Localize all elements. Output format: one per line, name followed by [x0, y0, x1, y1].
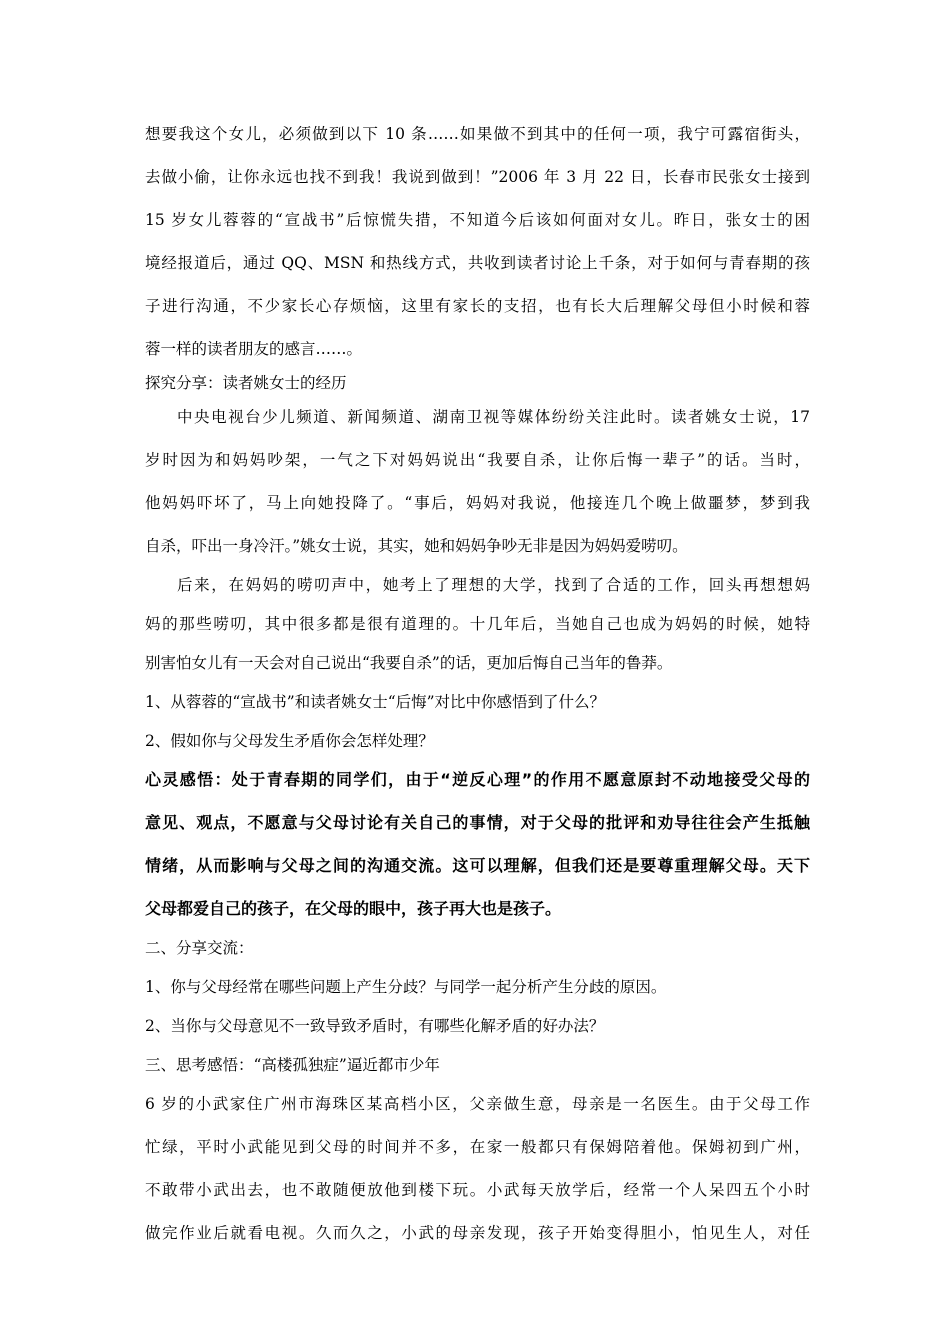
paragraph-line: 去做小偷，让你永远也找不到我！我说到做到！”2006 年 3 月 22 日，长春市民张女士接到 [145, 168, 810, 186]
paragraph-line: 妈的那些唠叨，其中很多都是很有道理的。十几年后，当她自己也成为妈妈的时候，她特 [145, 615, 810, 633]
paragraph-line: 15 岁女儿蓉蓉的“宣战书”后惊慌失措，不知道今后该如何面对女儿。昨日，张女士的困 [145, 211, 810, 229]
paragraph-line: 中央电视台少儿频道、新闻频道、湖南卫视等媒体纷纷关注此时。读者姚女士说，17 [177, 408, 810, 426]
insight-line: 情绪，从而影响与父母之间的沟通交流。这可以理解，但我们还是要尊重理解父母。天下 [145, 856, 810, 875]
paragraph-line: 境经报道后，通过 QQ、MSN 和热线方式，共收到读者讨论上千条，对于如何与青春期的孩 [145, 254, 810, 272]
paragraph-line: 做完作业后就看电视。久而久之，小武的母亲发现，孩子开始变得胆小，怕见生人，对任 [145, 1224, 810, 1242]
paragraph-line: 后来，在妈妈的唠叨声中，她考上了理想的大学，找到了合适的工作，回头再想想妈 [177, 576, 810, 594]
paragraph-line: 别害怕女儿有一天会对自己说出“我要自杀”的话，更加后悔自己当年的鲁莽。 [145, 654, 673, 672]
question-2: 2、假如你与父母发生矛盾你会怎样处理？ [145, 732, 434, 750]
question-1: 1、从蓉蓉的“宣战书”和读者姚女士“后悔”对比中你感悟到了什么？ [145, 693, 606, 711]
section-heading: 二、分享交流： [145, 939, 254, 957]
question-1: 1、你与父母经常在哪些问题上产生分歧？与同学一起分析产生分歧的原因。 [145, 978, 667, 996]
insight-line: 父母都爱自己的孩子，在父母的眼中，孩子再大也是孩子。 [145, 899, 562, 918]
insight-line: 意见、观点，不愿意与父母讨论有关自己的事情，对于父母的批评和劝导往往会产生抵触 [145, 813, 810, 832]
paragraph-line: 6 岁的小武家住广州市海珠区某高档小区，父亲做生意，母亲是一名医生。由于父母工作 [145, 1095, 810, 1113]
paragraph-line: 蓉一样的读者朋友的感言……。 [145, 340, 363, 358]
insight-line: 心灵感悟：处于青春期的同学们，由于“逆反心理”的作用不愿意原封不动地接受父母的 [145, 770, 810, 789]
paragraph-line: 自杀，吓出一身冷汗。”姚女士说，其实，她和妈妈争吵无非是因为妈妈爱唠叨。 [145, 537, 688, 555]
paragraph-line: 忙绿，平时小武能见到父母的时间并不多，在家一般都只有保姆陪着他。保姆初到广州， [145, 1138, 810, 1156]
question-2: 2、当你与父母意见不一致导致矛盾时，有哪些化解矛盾的好办法？ [145, 1017, 605, 1035]
paragraph-line: 岁时因为和妈妈吵架，一气之下对妈妈说出“我要自杀，让你后悔一辈子”的话。当时， [145, 451, 810, 469]
paragraph-line: 想要我这个女儿，必须做到以下 10 条……如果做不到其中的任何一项，我宁可露宿街头， [145, 125, 810, 143]
paragraph-line: 不敢带小武出去，也不敢随便放他到楼下玩。小武每天放学后，经常一个人呆四五个小时 [145, 1181, 810, 1199]
paragraph-line: 子进行沟通，不少家长心存烦恼，这里有家长的支招，也有长大后理解父母但小时候和蓉 [145, 297, 810, 315]
paragraph-line: 他妈妈吓坏了，马上向她投降了。“事后，妈妈对我说，他接连几个晚上做噩梦，梦到我 [145, 494, 810, 512]
section-heading: 探究分享：读者姚女士的经历 [145, 374, 347, 392]
section-heading: 三、思考感悟：“高楼孤独症”逼近都市少年 [145, 1056, 440, 1074]
